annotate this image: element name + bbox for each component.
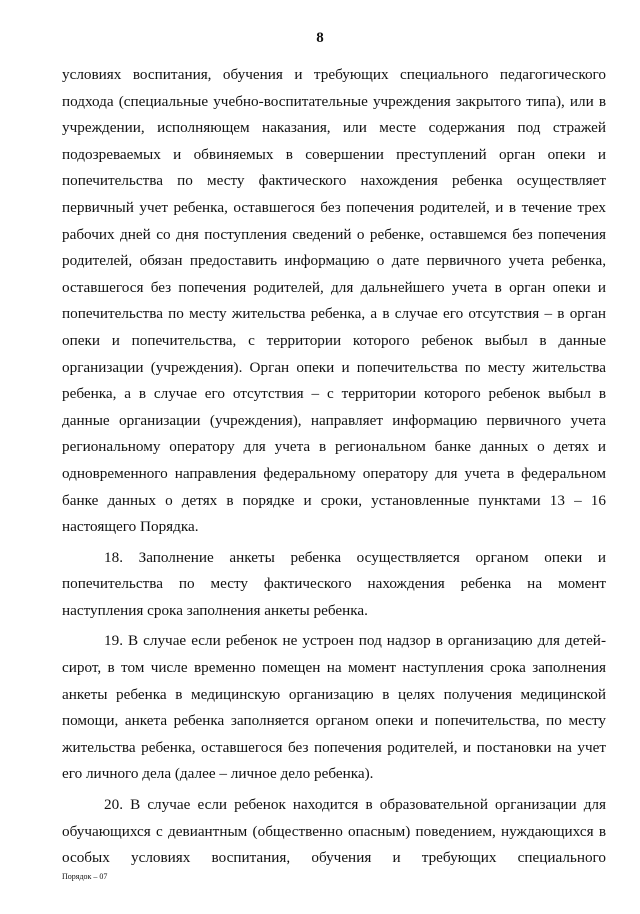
page-number: 8 [316,30,324,46]
paragraph-19: 19. В случае если ребенок не устроен под надзор в организацию для детей-сирот, в том числе временно помещен на момент наступления срока заполнения анкеты ребенка в медицинскую организацию в целях получения медицинской помощи, анкета ребенка заполняется органом опеки и попечительства, по месту жительства ребенка, оставшегося без попечения родителей, и постановки на учет его личного дела (далее – личное дело ребенка). [62,632,606,783]
footer-label: Порядок – 07 [62,872,108,881]
paragraph-18: 18. Заполнение анкеты ребенка осуществляется органом опеки и попечительства по месту фактического нахождения ребенка на момент наступления срока заполнения анкеты ребенка. [62,548,606,619]
paragraph-continuation: условиях воспитания, обучения и требующих специального педагогического подхода (специальные учебно-воспитательные учреждения закрытого типа), или в учреждении, исполняющем наказания, или месте содержания под стражей подозреваемых и обвиняемых в совершении преступлений орган опеки и попечительства по месту фактического нахождения ребенка осуществляет первичный учет ребенка, оставшегося без попечения родителей, и в течение трех рабочих дней со дня поступления сведений о ребенке, оставшемся без попечения родителей, обязан предоставить информацию о дате первичного учета ребенка, оставшегося без попечения родителей, для дальнейшего учета в орган опеки и попечительства по месту жительства ребенка, а в случае его отсутствия – в орган опеки и попечительства, с территории которого ребенок выбыл в данные организации (учреждения). Орган опеки и попечительства по месту жительства ребенка, а в случае его отсутствия – с территории которого ребенок выбыл в данные организации (учреждения), направляет информацию первичного учета региональному оператору для учета в региональном банке данных о детях и одновременного направления федеральному оператору для учета в федеральном банке данных о детях в порядке и сроки, установленные пунктами 13 – 16 настоящего Порядка. [62,66,606,536]
paragraph-20: 20. В случае если ребенок находится в образовательной организации для обучающихся с девиантным (общественно опасным) поведением, нуждающихся в особых условиях воспитания, обучения и требующих специального [62,796,606,867]
document-body [62,62,606,872]
